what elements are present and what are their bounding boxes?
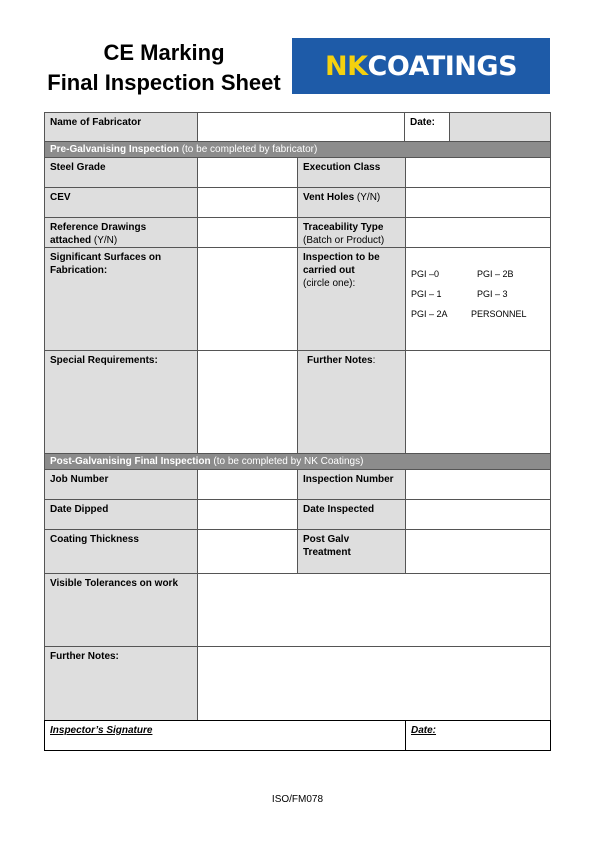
logo-nk: NK [324, 50, 368, 82]
post-galv-line2: Treatment [303, 547, 351, 558]
job-number-field[interactable] [197, 469, 298, 500]
visible-tolerances-label: Visible Tolerances on work [44, 573, 198, 647]
pgi-option[interactable]: PGI – 3 [477, 289, 508, 299]
vent-holes-text: Vent Holes [303, 192, 355, 203]
pre-galvanising-header [44, 141, 551, 158]
post-galvanising-title: Post-Galvanising Final Inspection [50, 456, 211, 467]
date-field[interactable] [449, 112, 551, 142]
significant-surfaces-line2: Fabrication: [50, 265, 108, 276]
nk-coatings-logo [292, 38, 550, 94]
significant-surfaces-label [44, 247, 198, 351]
reference-drawings-line2: attached [50, 235, 92, 246]
post-further-notes-field[interactable] [197, 646, 551, 721]
inspection-note: (circle one): [303, 278, 356, 289]
date-inspected-field[interactable] [405, 499, 551, 530]
inspection-line2: carried out [303, 265, 355, 276]
pre-galvanising-title: Pre-Galvanising Inspection [50, 144, 179, 155]
inspector-signature-label: Inspector’s Signature [50, 725, 153, 736]
special-requirements-label: Special Requirements: [44, 350, 198, 454]
date-inspected-label: Date Inspected [297, 499, 406, 530]
traceability-note: (Batch or Product) [303, 235, 385, 246]
execution-class-label: Execution Class [297, 157, 406, 188]
traceability-field[interactable] [405, 217, 551, 248]
inspection-form [44, 112, 550, 751]
post-galv-treatment-field[interactable] [405, 529, 551, 574]
inspection-number-label: Inspection Number [297, 469, 406, 500]
steel-grade-label: Steel Grade [44, 157, 198, 188]
pgi-option[interactable]: PGI – 1 [411, 289, 442, 299]
vent-holes-field[interactable] [405, 187, 551, 218]
execution-class-field[interactable] [405, 157, 551, 188]
significant-surfaces-line1: Significant Surfaces on [50, 252, 162, 263]
date-label: Date: [404, 112, 450, 142]
pre-further-notes-label [297, 350, 406, 454]
date-dipped-label: Date Dipped [44, 499, 198, 530]
reference-drawings-line1: Reference Drawings [50, 222, 147, 233]
reference-drawings-yn: (Y/N) [91, 235, 118, 246]
date-dipped-field[interactable] [197, 499, 298, 530]
signature-date-field[interactable] [405, 720, 551, 751]
title-line-2: Final Inspection Sheet [47, 70, 281, 95]
special-requirements-field[interactable] [197, 350, 298, 454]
coating-thickness-field[interactable] [197, 529, 298, 574]
post-galv-treatment-label [297, 529, 406, 574]
coating-thickness-label: Coating Thickness [44, 529, 198, 574]
cev-label: CEV [44, 187, 198, 218]
inspector-signature-field[interactable] [44, 720, 406, 751]
post-galv-line1: Post Galv [303, 534, 350, 545]
traceability-text: Traceability Type [303, 222, 384, 233]
job-number-label: Job Number [44, 469, 198, 500]
pgi-option[interactable]: PGI – 2B [477, 269, 514, 279]
visible-tolerances-field[interactable] [197, 573, 551, 647]
steel-grade-field[interactable] [197, 157, 298, 188]
fabricator-label: Name of Fabricator [44, 112, 198, 142]
vent-holes-yn: (Y/N) [354, 192, 381, 203]
cev-field[interactable] [197, 187, 298, 218]
pre-further-notes-field[interactable] [405, 350, 551, 454]
pre-further-notes-colon: : [372, 355, 376, 366]
pgi-options-cell [405, 247, 551, 351]
logo-coatings: COATINGS [367, 50, 518, 82]
inspection-type-label [297, 247, 406, 351]
form-code: ISO/FM078 [271, 794, 324, 805]
document-title [40, 38, 288, 98]
pgi-option[interactable]: PGI – 2A [411, 309, 448, 319]
inspection-number-field[interactable] [405, 469, 551, 500]
vent-holes-label [297, 187, 406, 218]
fabricator-field[interactable] [197, 112, 405, 142]
post-further-notes-label: Further Notes: [44, 646, 198, 721]
traceability-label [297, 217, 406, 248]
title-line-1: CE Marking [103, 40, 225, 65]
signature-date-label: Date: [411, 725, 437, 736]
pgi-option[interactable]: PERSONNEL [471, 309, 527, 319]
pre-galvanising-note: (to be completed by fabricator) [178, 144, 318, 155]
post-galvanising-note: (to be completed by NK Coatings) [210, 456, 364, 467]
pgi-option[interactable]: PGI –0 [411, 269, 440, 279]
reference-drawings-field[interactable] [197, 217, 298, 248]
significant-surfaces-field[interactable] [197, 247, 298, 351]
post-galvanising-header [44, 453, 551, 470]
reference-drawings-label [44, 217, 198, 248]
inspection-line1: Inspection to be [303, 252, 380, 263]
pre-further-notes-text: Further Notes [307, 355, 373, 366]
